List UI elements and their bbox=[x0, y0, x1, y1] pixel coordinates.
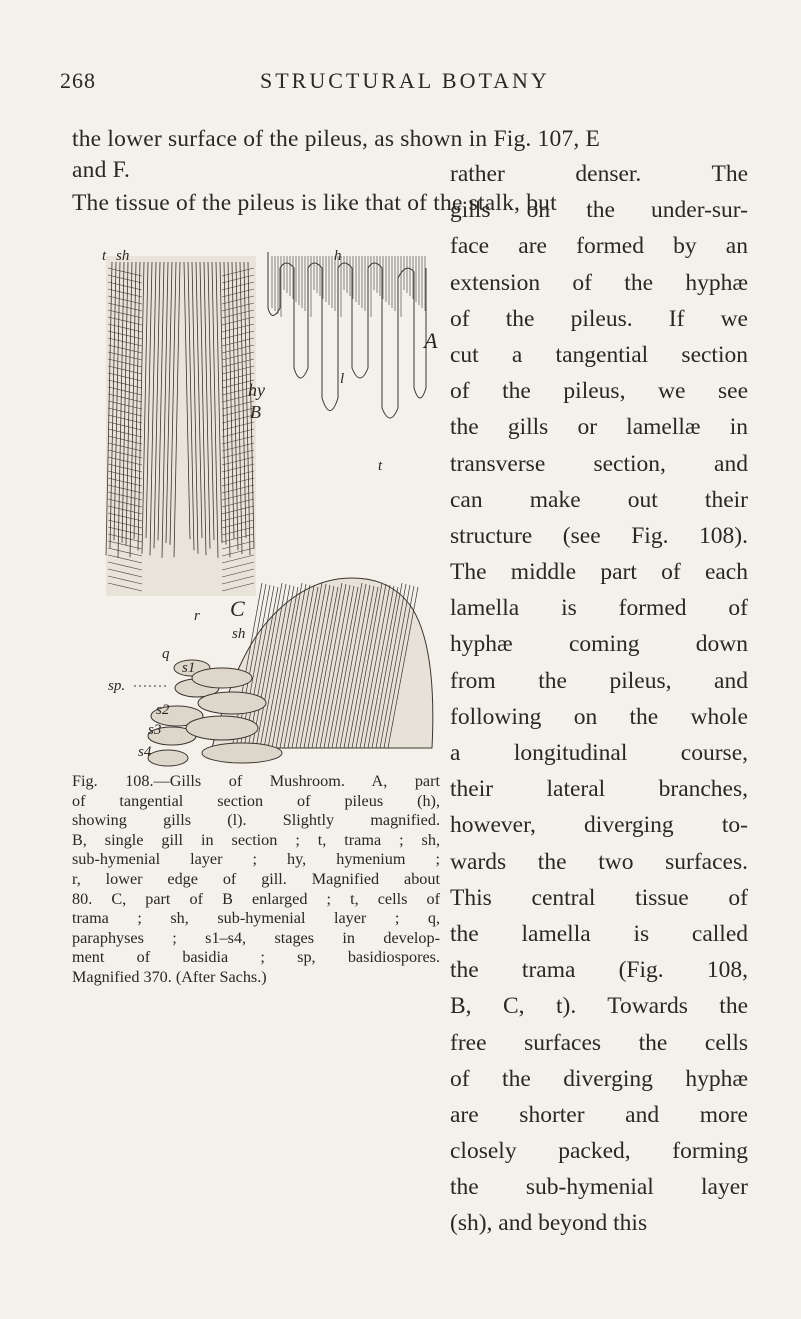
side-column-line: the lamella is called bbox=[450, 920, 748, 947]
side-column-line: of the diverging hyphæ bbox=[450, 1065, 748, 1092]
label-r: r bbox=[194, 608, 200, 624]
side-column-line: (sh), and beyond this bbox=[450, 1210, 648, 1237]
caption-line: ment of basidia ; sp, basidiospores. bbox=[72, 948, 440, 967]
label-s2: s2 bbox=[156, 702, 170, 718]
caption-line: sub-hymenial layer ; hy, hymenium ; bbox=[72, 850, 440, 869]
side-column-line: however, diverging to- bbox=[450, 812, 748, 839]
label-a: A bbox=[424, 328, 438, 353]
side-column-line: wards the two surfaces. bbox=[450, 848, 748, 875]
side-column-line: This central tissue of bbox=[450, 884, 748, 911]
body-line-1: the lower surface of the pileus, as shown in Fig. 107, E bbox=[72, 126, 601, 152]
side-column-line: of the pileus. If we bbox=[450, 305, 748, 332]
side-column-line: The middle part of each bbox=[450, 559, 748, 586]
label-t: t bbox=[102, 248, 107, 264]
page-header bbox=[60, 68, 750, 98]
side-column-line: lamella is formed of bbox=[450, 595, 748, 622]
side-column-text bbox=[450, 156, 748, 1242]
page-number: 268 bbox=[60, 68, 96, 93]
gill-section-b bbox=[106, 256, 256, 596]
side-column-line: of the pileus, we see bbox=[450, 378, 748, 405]
label-l: l bbox=[340, 371, 345, 387]
figure-108-illustration bbox=[72, 248, 444, 768]
label-sh-mid: sh bbox=[232, 626, 246, 642]
side-column-line: their lateral branches, bbox=[450, 776, 748, 803]
gills-engraving bbox=[72, 248, 444, 768]
side-column-line: B, C, t). Towards the bbox=[450, 993, 748, 1020]
side-column-line: the gills or lamellæ in bbox=[450, 414, 748, 441]
side-column-line: cut a tangential section bbox=[450, 341, 748, 368]
label-q: q bbox=[162, 646, 170, 662]
side-column-line: free surfaces the cells bbox=[450, 1029, 748, 1056]
side-column-line: are shorter and more bbox=[450, 1101, 748, 1128]
side-column-line: from the pileus, and bbox=[450, 667, 748, 694]
running-head: STRUCTURAL BOTANY bbox=[260, 68, 550, 93]
side-column-line: transverse section, and bbox=[450, 450, 748, 477]
figure-caption bbox=[72, 772, 440, 988]
side-column-line: face are formed by an bbox=[450, 233, 748, 260]
side-column-line: can make out their bbox=[450, 486, 748, 513]
label-s4: s4 bbox=[138, 744, 152, 760]
side-column-line: the trama (Fig. 108, bbox=[450, 957, 748, 984]
side-column-line: a longitudinal course, bbox=[450, 740, 748, 766]
label-c: C bbox=[230, 596, 245, 621]
side-column-line: closely packed, forming bbox=[450, 1138, 748, 1165]
label-sp: sp. bbox=[108, 678, 126, 694]
side-column-line: extension of the hyphæ bbox=[450, 269, 748, 296]
label-hy: hy bbox=[248, 380, 265, 400]
caption-line: B, single gill in section ; t, trama ; sh, bbox=[72, 830, 440, 849]
body-line-2: and F. bbox=[72, 157, 131, 183]
caption-line: showing gills (l). Slightly magnified. bbox=[72, 811, 440, 830]
side-column-line: following on the whole bbox=[450, 703, 748, 730]
side-column-line: gills on the under-sur- bbox=[450, 197, 748, 224]
label-sh: sh bbox=[116, 248, 130, 264]
gills-section-a bbox=[268, 252, 426, 418]
side-column-line: rather denser. The bbox=[450, 161, 748, 187]
caption-line: of tangential section of pileus (h), bbox=[72, 791, 440, 810]
side-column-line: structure (see Fig. 108). bbox=[450, 522, 748, 549]
caption-line: r, lower edge of gill. Magnified about bbox=[72, 869, 440, 888]
label-b: B bbox=[250, 402, 261, 422]
caption-line: Fig. 108.—Gills of Mushroom. A, part bbox=[72, 772, 440, 790]
label-h: h bbox=[334, 248, 342, 264]
body-line-3: The tissue of the pileus is like that of the stalk, but bbox=[72, 190, 557, 216]
label-t2: t bbox=[378, 458, 383, 474]
caption-line: 80. C, part of B enlarged ; t, cells of bbox=[72, 889, 440, 908]
caption-line: trama ; sh, sub-hymenial layer ; q, bbox=[72, 909, 440, 928]
side-column-line: hyphæ coming down bbox=[450, 631, 748, 658]
caption-line: Magnified 370. (After Sachs.) bbox=[72, 967, 267, 986]
label-s3: s3 bbox=[148, 722, 162, 738]
label-s1: s1 bbox=[182, 660, 196, 676]
caption-line: paraphyses ; s1–s4, stages in develop- bbox=[72, 928, 440, 947]
side-column-line: the sub-hymenial layer bbox=[450, 1174, 748, 1201]
